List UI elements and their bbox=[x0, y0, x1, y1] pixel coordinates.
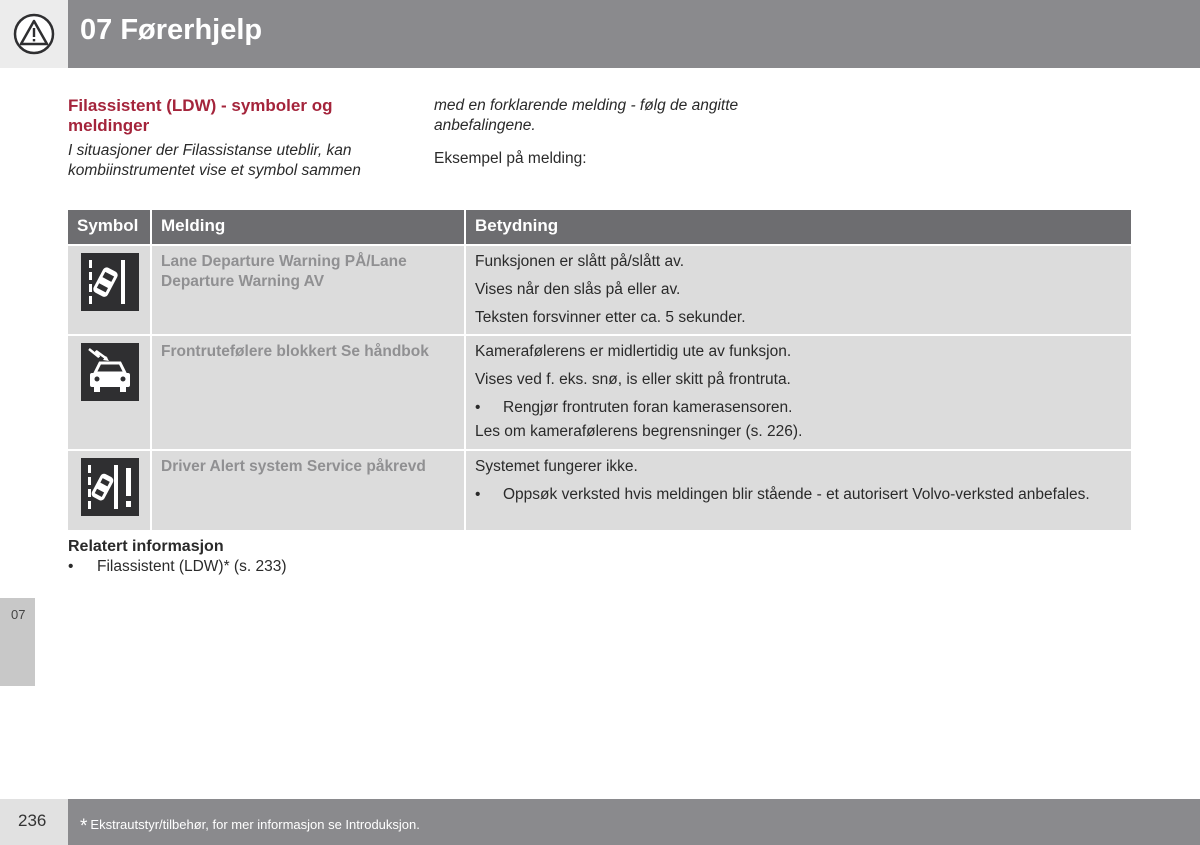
related-info bbox=[68, 537, 286, 577]
section-title: Filassistent (LDW) - symboler og meldinger bbox=[68, 96, 333, 135]
row-message: Driver Alert system Service påkrevd bbox=[152, 451, 466, 530]
meaning-line: Les om kamerafølerens begrensninger (s. 226). bbox=[475, 423, 803, 440]
lane-departure-icon bbox=[81, 253, 139, 311]
chapter-title: 07 Førerhjelp bbox=[80, 14, 263, 46]
chapter-header bbox=[68, 0, 1200, 68]
table-row bbox=[68, 334, 1131, 449]
bullet-text: Oppsøk verksted hvis meldingen blir stående - et autorisert Volvo-verksted anbefales. bbox=[503, 486, 1090, 503]
intro-column-right bbox=[434, 96, 814, 169]
row-meaning bbox=[466, 336, 1131, 449]
table-row bbox=[68, 449, 1131, 530]
row-meaning bbox=[466, 246, 1131, 334]
meaning-line: Kamerafølerens er midlertidig ute av funksjon. bbox=[475, 343, 792, 360]
header-meaning: Betydning bbox=[475, 216, 559, 235]
related-link-text[interactable]: Filassistent (LDW)* (s. 233) bbox=[97, 558, 287, 575]
warning-triangle-icon bbox=[13, 13, 55, 55]
footnote-text: Ekstrautstyr/tilbehør, for mer informasjon se Introduksjon. bbox=[90, 817, 420, 832]
intro-text: I situasjoner der Filassistanse uteblir, kan kombiinstrumentet vise et symbol sammen bbox=[68, 142, 361, 179]
symbols-table bbox=[68, 210, 1131, 530]
table-row bbox=[68, 244, 1131, 334]
meaning-line: Teksten forsvinner etter ca. 5 sekunder. bbox=[475, 309, 746, 326]
side-tab-label: 07 bbox=[11, 607, 26, 622]
bullet-glyph: • bbox=[475, 486, 481, 503]
page-number-box bbox=[0, 799, 68, 845]
row-meaning bbox=[466, 451, 1131, 530]
table-header bbox=[68, 210, 1131, 244]
meaning-line: Vises når den slås på eller av. bbox=[475, 281, 681, 298]
meaning-line: Vises ved f. eks. snø, is eller skitt på frontruta. bbox=[475, 371, 791, 388]
meaning-line: Funksjonen er slått på/slått av. bbox=[475, 253, 685, 270]
footer-bar bbox=[68, 799, 1200, 845]
footnote bbox=[80, 813, 420, 835]
bullet-item bbox=[475, 398, 1122, 418]
related-title: Relatert informasjon bbox=[68, 538, 224, 555]
camera-blocked-icon bbox=[81, 343, 139, 401]
related-link[interactable] bbox=[68, 557, 286, 577]
header-message: Melding bbox=[152, 210, 466, 244]
header-symbol: Symbol bbox=[68, 210, 152, 244]
warning-badge bbox=[0, 0, 68, 68]
bullet-glyph: • bbox=[68, 558, 74, 575]
intro-text-continued: med en forklarende melding - følg de angitte anbefalingene. bbox=[434, 97, 739, 134]
intro-column-left bbox=[68, 96, 398, 181]
lane-departure-service-icon bbox=[81, 458, 139, 516]
meaning-line: Systemet fungerer ikke. bbox=[475, 458, 638, 475]
bullet-glyph: • bbox=[475, 399, 481, 416]
example-label: Eksempel på melding: bbox=[434, 150, 587, 167]
bullet-item bbox=[475, 485, 1122, 505]
row-message: Frontrutefølere blokkert Se håndbok bbox=[152, 336, 466, 449]
row-message: Lane Departure Warning PÅ/Lane Departure Warning AV bbox=[152, 246, 466, 334]
page-number: 236 bbox=[18, 811, 47, 830]
chapter-side-tab bbox=[0, 598, 35, 686]
footnote-star: * bbox=[80, 816, 88, 837]
bullet-text: Rengjør frontruten foran kamerasensoren. bbox=[503, 399, 793, 416]
